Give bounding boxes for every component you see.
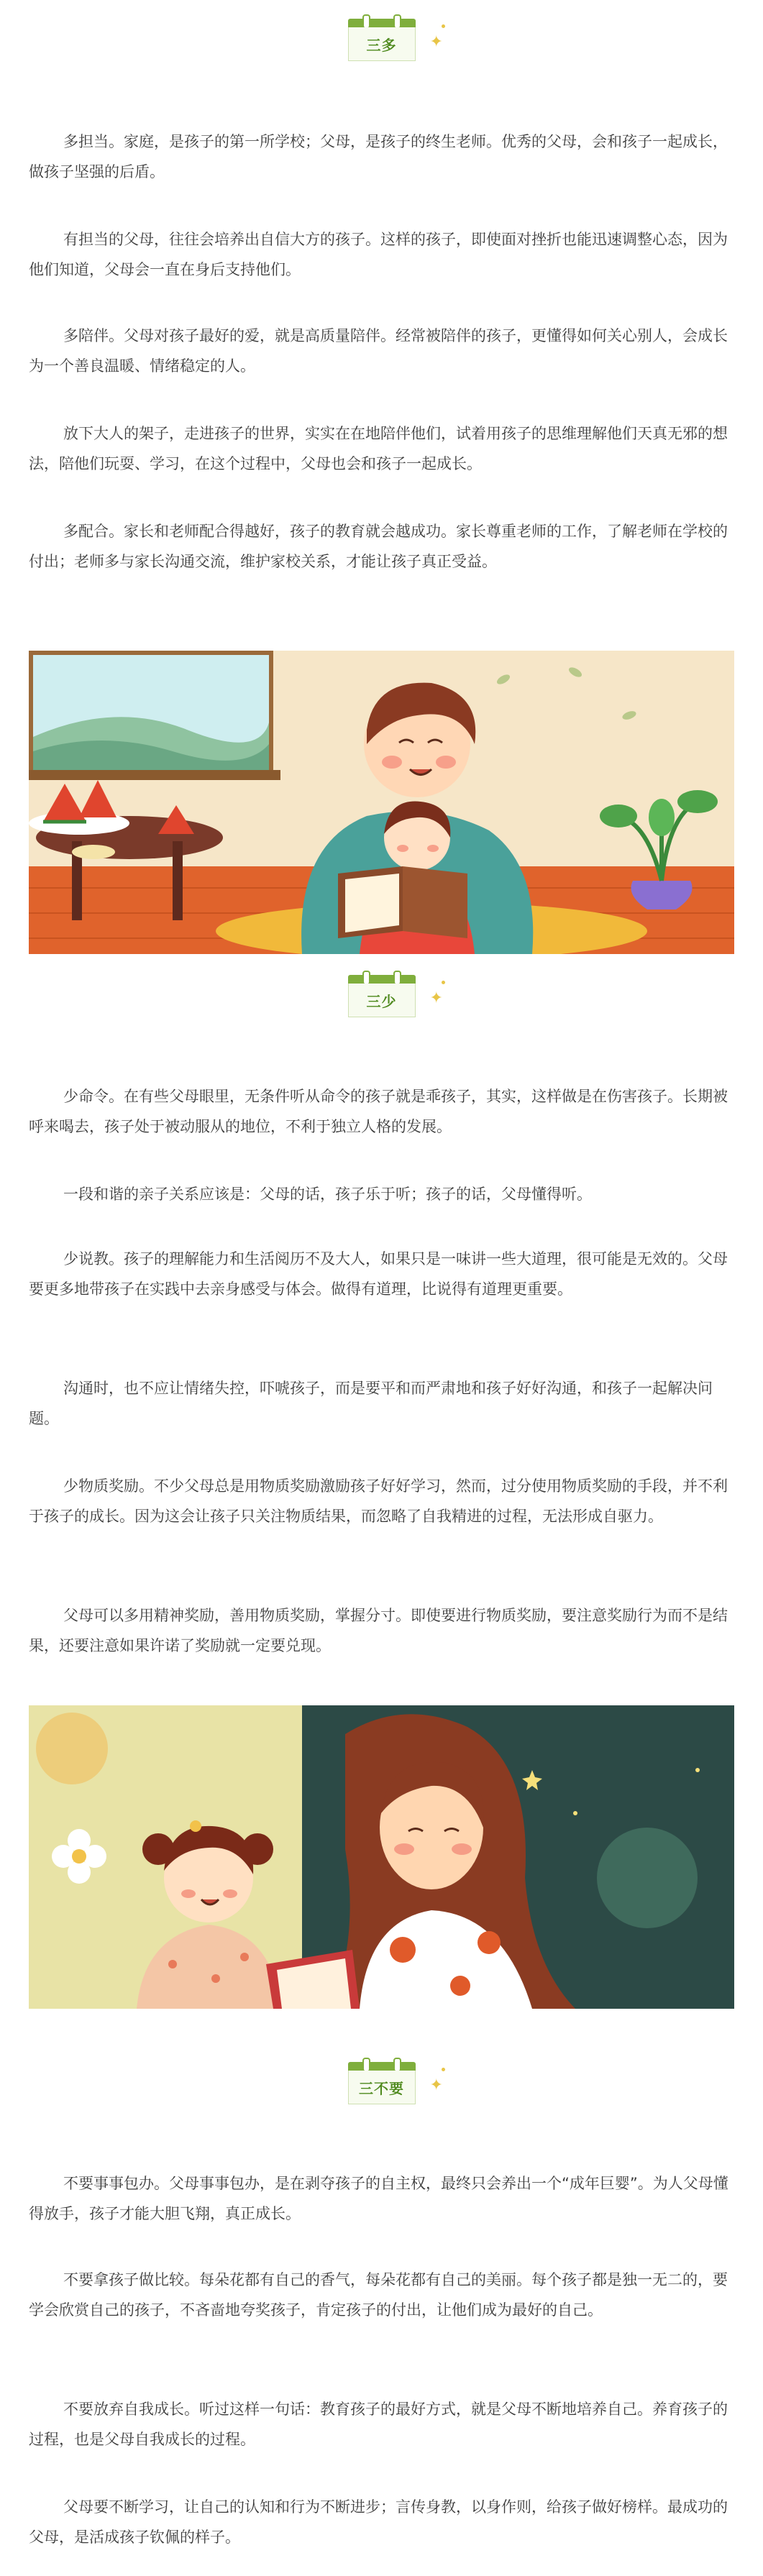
paragraph: 父母要不断学习，让自己的认知和行为不断进步；言传身教，以身作则，给孩子做好榜样。最成功的父母，是活成孩子钦佩的样子。: [29, 2498, 728, 2546]
paragraph: 少命令。在有些父母眼里，无条件听从命令的孩子就是乖孩子，其实，这样做是在伤害孩子。长期被呼来喝去，孩子处于被动服从的地位，不利于独立人格的发展。: [29, 1088, 728, 1135]
section-title: 三少: [348, 984, 416, 1017]
calendar-badge-icon: [348, 975, 416, 984]
section-badge-three-less: [348, 971, 443, 1018]
paragraph: 父母可以多用精神奖励，善用物质奖励，掌握分寸。即使要进行物质奖励，要注意奖励行为而不是结果，还要注意如果许诺了奖励就一定要兑现。: [29, 1607, 728, 1654]
paragraph: 少物质奖励。不少父母总是用物质奖励激励孩子好好学习，然而，过分使用物质奖励的手段，并不利于孩子的成长。因为这会让孩子只关注物质结果，而忽略了自我精进的过程，无法形成自驱力。: [29, 1477, 728, 1525]
sparkle-icon: ✦: [429, 33, 443, 51]
paragraph: 多陪伴。父母对孩子最好的爱，就是高质量陪伴。经常被陪伴的孩子，更懂得如何关心别人，会成长为一个善良温暖、情绪稳定的人。: [29, 327, 728, 375]
paragraph: 少说教。孩子的理解能力和生活阅历不及大人，如果只是一味讲一些大道理，很可能是无效的。父母要更多地带孩子在实践中去亲身感受与体会。做得有道理，比说得有道理更重要。: [29, 1250, 728, 1298]
illustration-mother-daughter: [29, 1705, 734, 2009]
section-title: 三多: [348, 27, 416, 61]
sparkle-icon: ✦: [429, 989, 443, 1007]
paragraph: 不要放弃自我成长。听过这样一句话：教育孩子的最好方式，就是父母不断地培养自己。养育孩子的过程，也是父母自我成长的过程。: [29, 2401, 728, 2448]
paragraph: 有担当的父母，往往会培养出自信大方的孩子。这样的孩子，即使面对挫折也能迅速调整心态，因为他们知道，父母会一直在身后支持他们。: [29, 231, 728, 278]
calendar-badge-icon: [348, 2062, 416, 2071]
paragraph: 不要拿孩子做比较。每朵花都有自己的香气，每朵花都有自己的美丽。每个孩子都是独一无二的，要学会欣赏自己的孩子，不吝啬地夸奖孩子，肯定孩子的付出，让他们成为最好的自己。: [29, 2271, 728, 2319]
paragraph: 多担当。家庭，是孩子的第一所学校；父母，是孩子的终生老师。优秀的父母，会和孩子一起成长，做孩子坚强的后盾。: [29, 133, 728, 180]
paragraph: 放下大人的架子，走进孩子的世界，实实在在地陪伴他们，试着用孩子的思维理解他们天真无邪的想法，陪他们玩耍、学习，在这个过程中，父母也会和孩子一起成长。: [29, 425, 728, 472]
paragraph: 一段和谐的亲子关系应该是：父母的话，孩子乐于听；孩子的话，父母懂得听。: [63, 1186, 592, 1203]
section-badge-three-more: [348, 14, 443, 62]
illustration-parent-reading: [29, 651, 734, 954]
paragraph: 多配合。家长和老师配合得越好，孩子的教育就会越成功。家长尊重老师的工作，了解老师在学校的付出；老师多与家长沟通交流，维护家校关系，才能让孩子真正受益。: [29, 523, 728, 570]
calendar-badge-icon: [348, 19, 416, 27]
section-title: 三不要: [348, 2071, 416, 2104]
section-badge-three-donts: [348, 2058, 443, 2105]
paragraph: 不要事事包办。父母事事包办，是在剥夺孩子的自主权，最终只会养出一个“成年巨婴”。为人父母懂得放手，孩子才能大胆飞翔，真正成长。: [29, 2175, 728, 2222]
sparkle-icon: ✦: [429, 2076, 443, 2094]
paragraph: 沟通时，也不应让情绪失控，吓唬孩子，而是要平和而严肃地和孩子好好沟通，和孩子一起解决问题。: [29, 1380, 713, 1427]
